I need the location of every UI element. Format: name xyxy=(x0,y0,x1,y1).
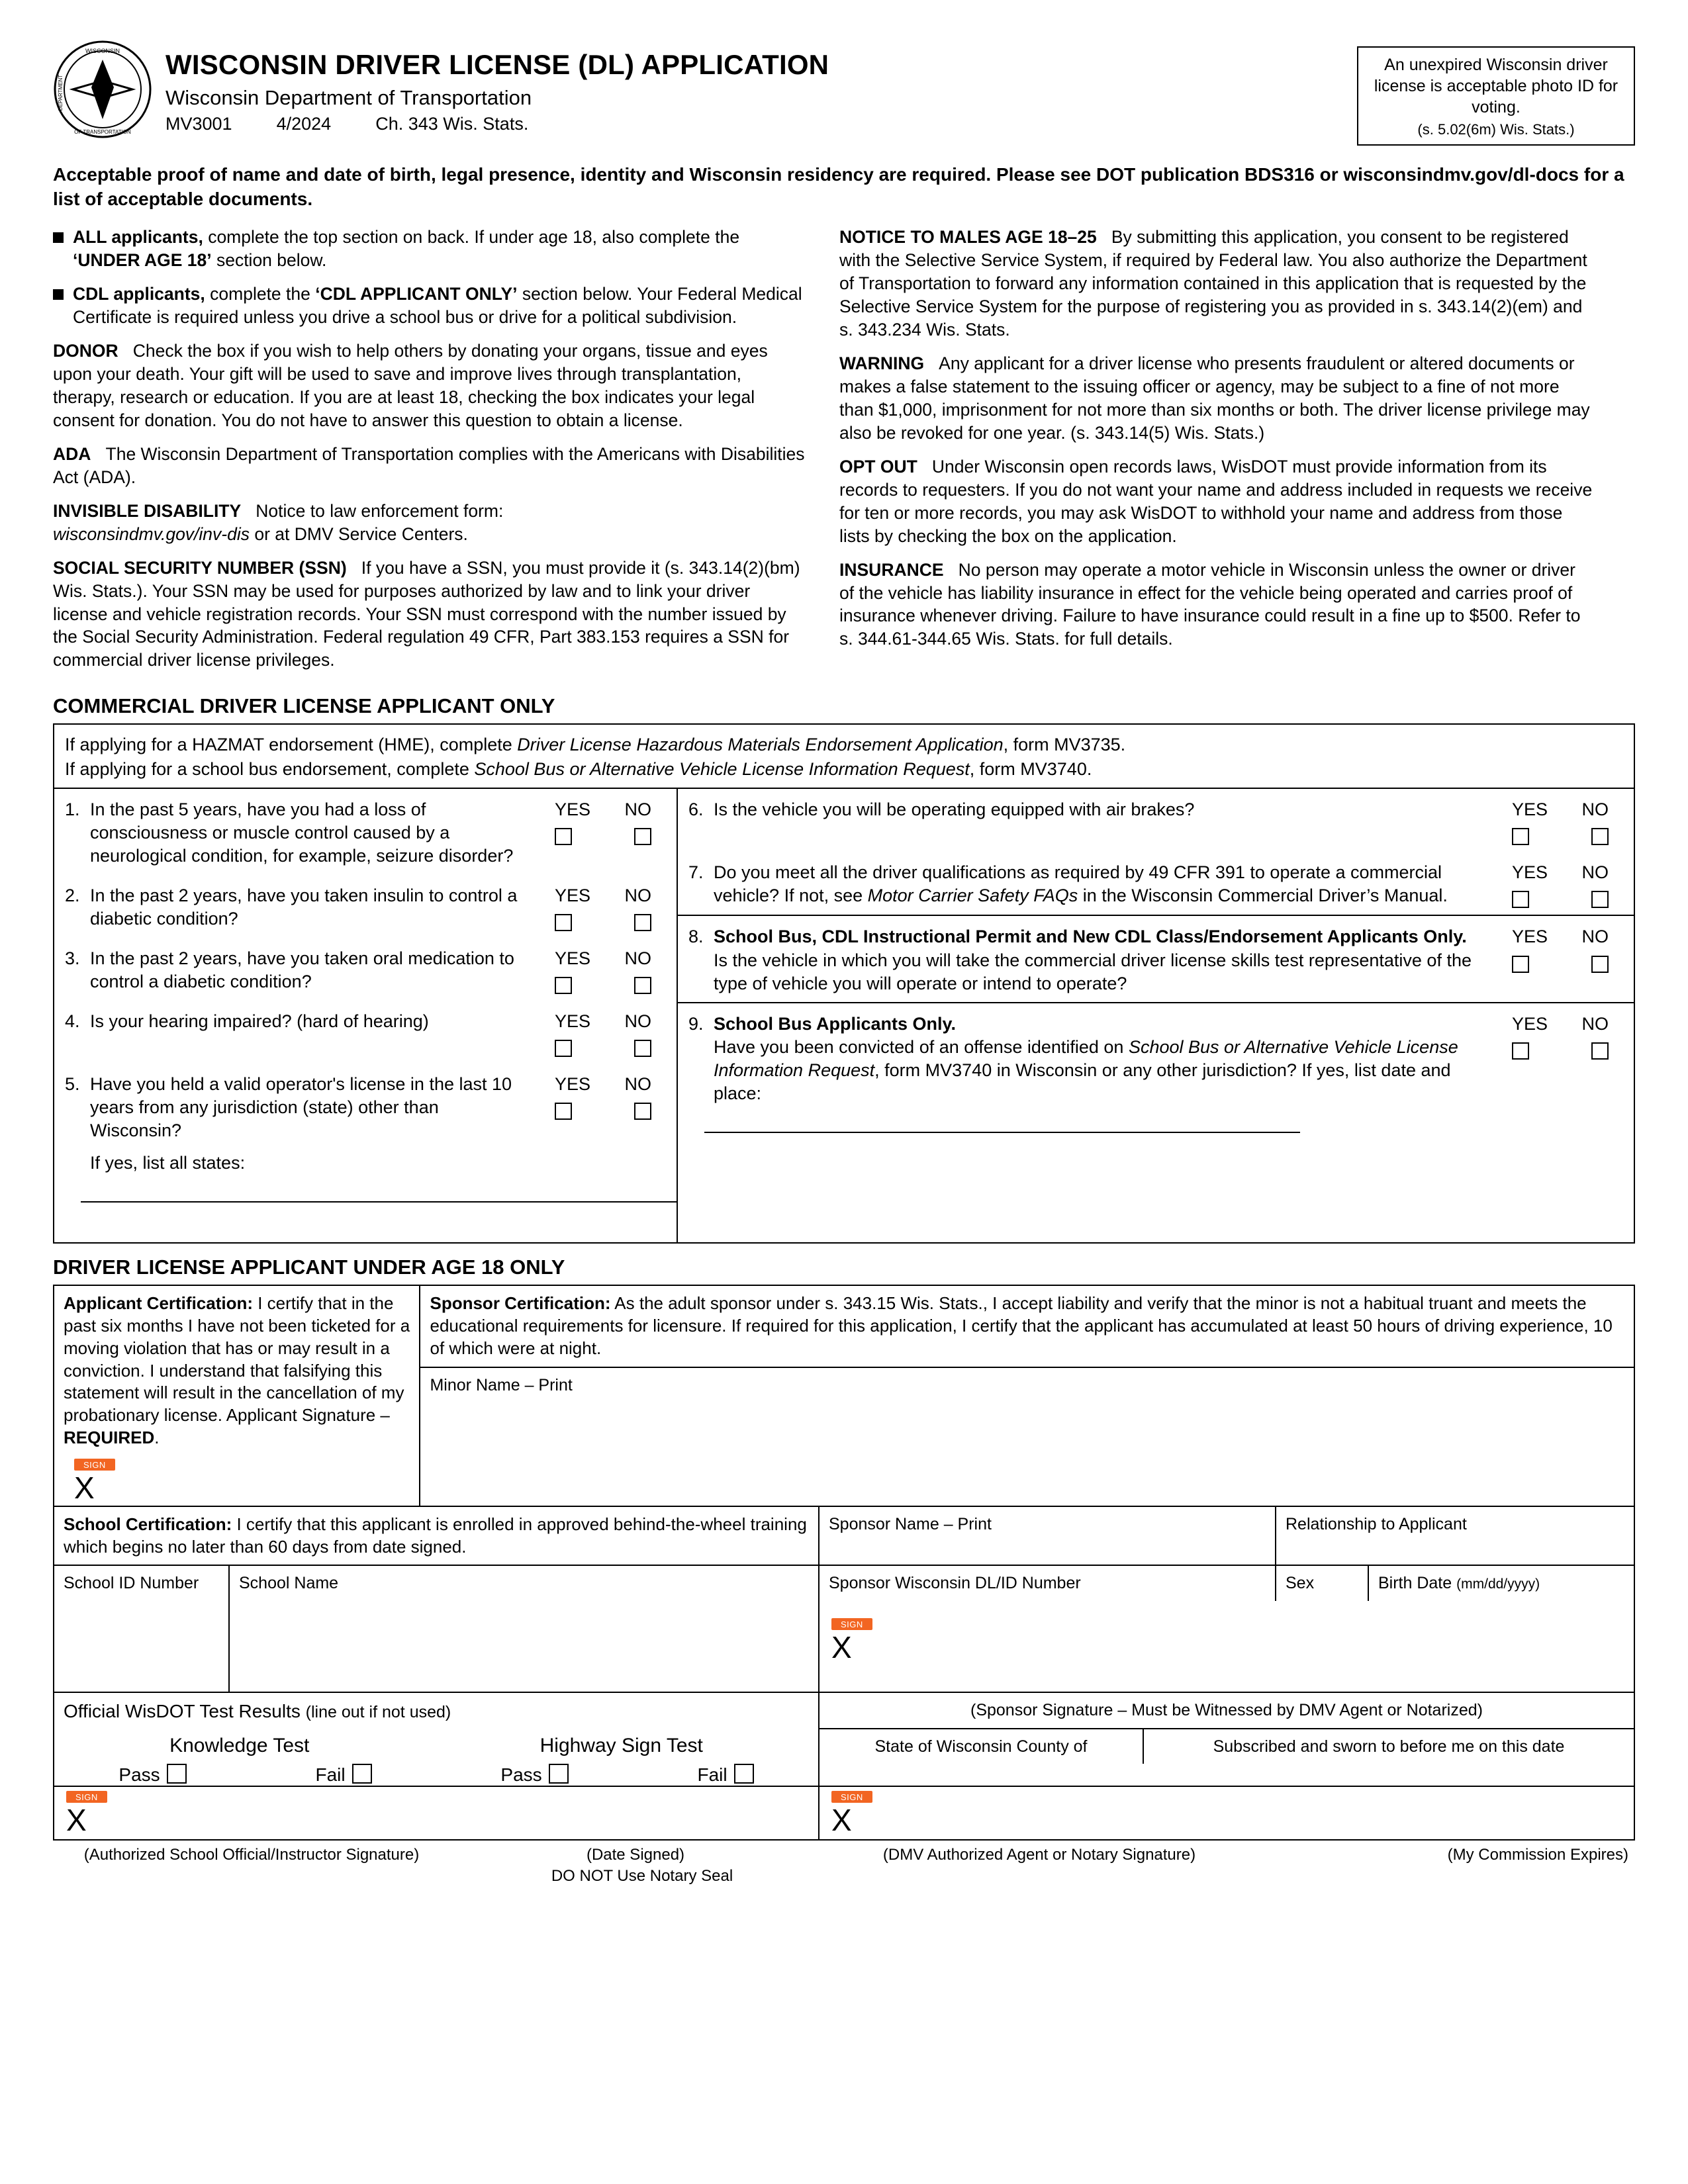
pass-label: Pass xyxy=(118,1764,160,1785)
no-label: NO xyxy=(624,885,651,905)
question-number: 5. xyxy=(65,1073,80,1094)
q2-yes-checkbox[interactable] xyxy=(555,914,572,931)
dmv-agent-sig-label: (DMV Authorized Agent or Notary Signature) xyxy=(882,1845,1196,1864)
warning-text: Any applicant for a driver license who presents fraudulent or altered documents or makes a false statement to the issuing officer or agency, may be subject to a fine of not more than $1,000, imprisonment for not more than six months or both. The driver license privilege may also be revoked for one year. (s. 343.14(5) Wis. Stats.) xyxy=(839,353,1590,443)
schoolbus-note-b: , form MV3740. xyxy=(969,758,1092,779)
applicant-cert-text: I certify that in the past six months I have not been ticketed for a moving violation that has or may result in a conviction. I understand that falsifying this statement will result in the cancellation of my probationary license. Applicant Signature – xyxy=(64,1293,410,1426)
page-header xyxy=(53,40,1635,146)
no-label: NO xyxy=(1581,862,1609,883)
invisible-disability-text: Notice to law enforcement form: xyxy=(256,500,504,521)
form-revision: 4/2024 xyxy=(276,114,332,134)
right-info-column xyxy=(839,226,1594,682)
question-number: 6. xyxy=(688,799,704,820)
insurance-text: No person may operate a motor vehicle in Wisconsin unless the owner or driver of the vehicle has liability insurance in effect for the vehicle being operated and carries proof of insurance whenever driving. Failure to have insurance could result in a fine up to $500. Refer to s. 344.61-344.65 Wis. Stats. for full details. xyxy=(839,559,1581,649)
sign-tag-sponsor: SIGN xyxy=(831,1618,872,1630)
cdl-questions-left xyxy=(54,789,678,1242)
school-name-field[interactable] xyxy=(230,1566,818,1692)
sign-pass xyxy=(500,1764,568,1786)
hazmat-note-a: If applying for a HAZMAT endorsement (HME), complete xyxy=(65,735,518,755)
fail-label: Fail xyxy=(697,1764,727,1785)
sex-label: Sex xyxy=(1286,1574,1315,1593)
cdl-questions-right xyxy=(678,789,1634,1242)
ssn-title: SOCIAL SECURITY NUMBER (SSN) xyxy=(53,557,347,578)
notary-seal-note: DO NOT Use Notary Seal xyxy=(551,1866,733,1885)
question-number: 7. xyxy=(688,862,704,883)
question-block xyxy=(90,1073,540,1175)
school-official-signature-x[interactable]: X xyxy=(66,1802,87,1837)
applicant-cert-text-block xyxy=(54,1286,419,1456)
svg-text:WISCONSIN: WISCONSIN xyxy=(85,48,120,54)
sign-tag-dmv-agent: SIGN xyxy=(831,1791,872,1803)
school-cert-text-block xyxy=(54,1507,818,1565)
voting-id-note xyxy=(1357,46,1635,146)
highway-sign-test-label: Highway Sign Test xyxy=(539,1734,703,1756)
sign-fail xyxy=(697,1764,753,1786)
all-applicants-label: ALL applicants, xyxy=(73,226,203,247)
cdl-question-2 xyxy=(54,875,677,938)
yes-label: YES xyxy=(555,1011,591,1031)
signature-footer-labels xyxy=(53,1846,1635,1864)
warning-paragraph xyxy=(839,352,1594,445)
q8-yes-checkbox[interactable] xyxy=(1512,956,1529,973)
test-results-title: Official WisDOT Test Results xyxy=(64,1701,301,1722)
knowledge-pass-checkbox[interactable] xyxy=(167,1764,187,1784)
question-9-italic: School Bus or Alternative Vehicle License Information Request xyxy=(714,1036,1458,1080)
sign-fail-checkbox[interactable] xyxy=(734,1764,754,1784)
males-notice-text: By submitting this application, you consent to be registered with the Selective Service System, if required by Federal law. You also authorize the Department of Transportation to forward any information contained in this application that is requested by the Selective Service System for the purpose of registering you as provided in s. 343.14(2)(em) and s. 343.234 Wis. Stats. xyxy=(839,226,1587,340)
date-signed-label: (Date Signed) xyxy=(586,1845,685,1864)
all-applicants-text2: section below. xyxy=(211,250,327,270)
school-id-sponsor-dl-row xyxy=(54,1565,1634,1692)
no-label: NO xyxy=(1581,799,1609,820)
school-cert-cell xyxy=(54,1507,820,1565)
question-text: In the past 2 years, have you taken oral medication to control a diabetic condition? xyxy=(90,948,514,991)
county-label: State of Wisconsin County of xyxy=(874,1737,1088,1756)
males-notice-paragraph xyxy=(839,226,1594,341)
yes-no-group xyxy=(1497,925,1623,995)
sign-tag-applicant: SIGN xyxy=(74,1459,115,1471)
sponsor-dl-row xyxy=(820,1566,1634,1601)
under-age-18-label: ‘UNDER AGE 18’ xyxy=(73,250,212,270)
sponsor-dl-field[interactable] xyxy=(820,1566,1276,1601)
question-block xyxy=(714,925,1497,995)
yes-no-group xyxy=(1497,798,1623,845)
birth-date-field[interactable] xyxy=(1369,1566,1634,1601)
invisible-disability-paragraph xyxy=(53,500,808,546)
yes-label: YES xyxy=(1512,927,1548,947)
question-number: 3. xyxy=(65,948,80,968)
yes-label: YES xyxy=(555,885,591,905)
insurance-title: INSURANCE xyxy=(839,559,944,580)
school-cert-title: School Certification: xyxy=(64,1514,232,1534)
cdl-questions-grid xyxy=(54,788,1634,1242)
question-text-2: , form MV3740 in Wisconsin or any other jurisdiction? If yes, list date and place: xyxy=(714,1060,1451,1104)
question-block xyxy=(714,1013,1497,1105)
cdl-question-3 xyxy=(54,938,677,1001)
q7-yes-checkbox[interactable] xyxy=(1512,891,1529,908)
ada-text: The Wisconsin Department of Transportation complies with the Americans with Disabilities Act (ADA). xyxy=(53,443,805,487)
invisible-disability-link: wisconsindmv.gov/inv-dis xyxy=(53,523,250,544)
warning-title: WARNING xyxy=(839,353,925,373)
sworn-label: Subscribed and sworn to before me on this date xyxy=(1213,1737,1565,1756)
sponsor-name-row xyxy=(820,1507,1634,1565)
invisible-disability-title: INVISIBLE DISABILITY xyxy=(53,500,242,521)
no-label: NO xyxy=(624,1073,651,1094)
yes-label: YES xyxy=(555,1073,591,1094)
bullet-all-applicants xyxy=(53,226,808,272)
sponsor-dl-label: Sponsor Wisconsin DL/ID Number xyxy=(829,1574,1081,1593)
q4-no-checkbox[interactable] xyxy=(634,1040,651,1057)
donor-title: DONOR xyxy=(53,340,118,361)
info-columns xyxy=(53,226,1635,682)
birth-date-label: Birth Date xyxy=(1378,1574,1452,1593)
relationship-field[interactable] xyxy=(1276,1507,1634,1565)
question-5-extra: If yes, list all states: xyxy=(90,1153,246,1173)
question-text: Is the vehicle in which you will take the commercial driver license skills test representative of the type of vehicle you will operate or intend to operate? xyxy=(714,950,1472,993)
question-9-bold: School Bus Applicants Only. xyxy=(714,1013,957,1034)
applicant-cert-title: Applicant Certification: xyxy=(64,1293,254,1314)
cdl-section-heading: COMMERCIAL DRIVER LICENSE APPLICANT ONLY xyxy=(53,694,555,718)
sponsor-cert-text-block xyxy=(420,1286,1634,1366)
schoolbus-note-a: If applying for a school bus endorsement, complete xyxy=(65,758,475,779)
sponsor-cert-cell xyxy=(420,1286,1634,1506)
form-statute: Ch. 343 Wis. Stats. xyxy=(375,114,529,134)
question-text: Is your hearing impaired? (hard of hearing) xyxy=(90,1011,429,1031)
q3-yes-checkbox[interactable] xyxy=(555,977,572,994)
ada-paragraph xyxy=(53,443,808,489)
applicant-signature-x[interactable]: X xyxy=(74,1470,95,1505)
q8-no-checkbox[interactable] xyxy=(1591,956,1609,973)
knowledge-fail-checkbox[interactable] xyxy=(352,1764,372,1784)
sponsor-dl-block xyxy=(820,1566,1634,1692)
applicant-cert-period: . xyxy=(154,1428,160,1447)
q7-no-checkbox[interactable] xyxy=(1591,891,1609,908)
cdl-endorsement-note xyxy=(54,725,1634,788)
q9-no-checkbox[interactable] xyxy=(1591,1042,1609,1060)
sponsor-sig-note: (Sponsor Signature – Must be Witnessed by DMV Agent or Notarized) xyxy=(970,1701,1483,1720)
county-sworn-row xyxy=(820,1728,1634,1764)
commission-expires-label: (My Commission Expires) xyxy=(1447,1845,1628,1864)
bullet-cdl-applicants xyxy=(53,283,808,329)
no-label: NO xyxy=(624,799,651,820)
certification-row xyxy=(54,1286,1634,1506)
title-block xyxy=(165,40,1344,134)
cdl-question-9 xyxy=(678,1003,1634,1112)
knowledge-pass xyxy=(118,1764,186,1786)
bullet-square-icon xyxy=(53,289,64,300)
cdl-question-1 xyxy=(54,789,677,874)
left-info-column xyxy=(53,226,808,682)
question-block xyxy=(714,861,1497,908)
relationship-label: Relationship to Applicant xyxy=(1286,1514,1467,1533)
under18-section-heading: DRIVER LICENSE APPLICANT UNDER AGE 18 ONLY xyxy=(53,1255,565,1279)
svg-text:OF TRANSPORTATION: OF TRANSPORTATION xyxy=(74,129,131,135)
question-number: 4. xyxy=(65,1011,80,1031)
yes-label: YES xyxy=(1512,799,1548,820)
sponsor-cert-text: As the adult sponsor under s. 343.15 Wis. Stats., I accept liability and verify that the minor is not a habitual truant and meets the educational requirements for licensure. If required for this application, I certify that the applicant has accumulated at least 50 hours of driving experience, 10 of which were at night. xyxy=(430,1293,1613,1358)
donor-paragraph xyxy=(53,340,808,432)
applicant-cert-required: REQUIRED xyxy=(64,1428,155,1447)
cdl-only-label: ‘CDL APPLICANT ONLY’ xyxy=(315,283,518,304)
test-results-header xyxy=(54,1693,818,1730)
males-notice-title: NOTICE TO MALES AGE 18–25 xyxy=(839,226,1097,247)
bullet-square-icon xyxy=(53,232,64,243)
yes-no-group xyxy=(540,798,666,868)
yes-no-group xyxy=(1497,861,1623,908)
minor-name-field[interactable] xyxy=(420,1367,1634,1424)
question-text: In the past 5 years, have you had a loss of consciousness or muscle control caused by a neurological condition, for example, seizure disorder? xyxy=(90,799,514,866)
test-names-row xyxy=(54,1735,818,1757)
knowledge-fail xyxy=(315,1764,371,1786)
svg-text:DEPARTMENT: DEPARTMENT xyxy=(58,74,64,111)
school-cert-text: I certify that this applicant is enrolled in approved behind-the-wheel training which begins no later than 60 days from date signed. xyxy=(64,1514,807,1557)
sex-field[interactable] xyxy=(1276,1566,1369,1601)
question-text: In the past 2 years, have you taken insulin to control a diabetic condition? xyxy=(90,885,518,929)
intro-text: Acceptable proof of name and date of birth, legal presence, identity and Wisconsin residency are required. Please see DOT publication BDS316 or wisconsindmv.gov/dl-docs for a list of acceptable documents. xyxy=(53,164,1624,209)
yes-label: YES xyxy=(1512,1013,1548,1034)
sponsor-name-field[interactable] xyxy=(820,1507,1276,1565)
voting-note-text: An unexpired Wisconsin driver license is acceptable photo ID for voting. xyxy=(1374,56,1618,116)
yes-no-group xyxy=(540,947,666,994)
question-number: 2. xyxy=(65,885,80,905)
test-results-note: (line out if not used) xyxy=(305,1703,451,1722)
question-text: Is the vehicle you will be operating equipped with air brakes? xyxy=(714,799,1195,820)
no-label: NO xyxy=(1581,1013,1609,1034)
yes-no-group xyxy=(540,884,666,931)
county-field[interactable] xyxy=(820,1729,1144,1764)
sworn-date-field[interactable] xyxy=(1144,1729,1634,1764)
school-official-sig-label: (Authorized School Official/Instructor Signature) xyxy=(83,1845,420,1864)
yes-no-group xyxy=(1497,1013,1623,1105)
minor-name-label: Minor Name – Print xyxy=(430,1375,573,1394)
hazmat-form-title: Driver License Hazardous Materials Endorsement Application xyxy=(517,735,1004,755)
yes-no-group xyxy=(540,1010,666,1057)
question-number: 1. xyxy=(65,799,80,820)
no-label: NO xyxy=(624,948,651,968)
test-results-row xyxy=(54,1692,1634,1785)
optout-text: Under Wisconsin open records laws, WisDOT must provide information from its records to requesters. If you do not want your name and address included in requests we receive for ten or more records, you may ask WisDOT to withhold your name and address from those lists by checking the box on the application. xyxy=(839,456,1593,546)
question-text-2: in the Wisconsin Commercial Driver’s Manual. xyxy=(1078,886,1448,906)
voting-note-cite: (s. 5.02(6m) Wis. Stats.) xyxy=(1417,121,1575,138)
test-results-cell xyxy=(54,1693,820,1785)
sponsor-cert-title: Sponsor Certification: xyxy=(430,1293,611,1314)
page-title: WISCONSIN DRIVER LICENSE (DL) APPLICATION xyxy=(165,49,829,80)
q3-no-checkbox[interactable] xyxy=(634,977,651,994)
form-number: MV3001 xyxy=(165,114,232,134)
fail-label: Fail xyxy=(315,1764,346,1785)
optout-title: OPT OUT xyxy=(839,456,917,477)
no-label: NO xyxy=(624,1011,651,1031)
cdl-question-8 xyxy=(678,916,1634,1001)
q6-yes-checkbox[interactable] xyxy=(1512,828,1529,845)
yes-label: YES xyxy=(555,948,591,968)
question-number: 9. xyxy=(688,1013,704,1034)
insurance-paragraph xyxy=(839,559,1594,651)
form-meta xyxy=(165,114,1344,134)
dmv-agent-sign-cell xyxy=(820,1787,1634,1839)
cdl-applicants-text: complete the xyxy=(205,283,316,304)
school-info-row xyxy=(54,1566,820,1692)
question-text: Have you held a valid operator's license in the last 10 years from any jurisdiction (state) other than Wisconsin? xyxy=(90,1073,512,1141)
school-name-label: School Name xyxy=(239,1574,339,1593)
dmv-agent-signature-x[interactable]: X xyxy=(831,1802,852,1837)
pass-fail-row xyxy=(54,1764,818,1786)
cdl-section-box xyxy=(53,723,1635,1244)
q1-yes-checkbox[interactable] xyxy=(555,828,572,845)
yes-label: YES xyxy=(555,799,591,820)
q5-no-checkbox[interactable] xyxy=(634,1103,651,1120)
question-7-italic: Motor Carrier Safety FAQs xyxy=(867,886,1078,906)
school-sponsor-row xyxy=(54,1506,1634,1565)
all-applicants-text: complete the top section on back. If under age 18, also complete the xyxy=(203,226,740,247)
cdl-applicants-text2: section below. Your Federal Medical Certificate is required unless you drive a school bus or drive for a political subdivision. xyxy=(73,283,802,327)
q5-yes-checkbox[interactable] xyxy=(555,1103,572,1120)
applicant-cert-cell xyxy=(54,1286,420,1506)
q4-yes-checkbox[interactable] xyxy=(555,1040,572,1057)
donor-text: Check the box if you wish to help others by donating your organs, tissue and eyes upon your death. Your gift will be used to save and improve lives through transplantation, therapy, research or education. If you are at least 18, checking the box indicates your legal consent for donation. You do not have to answer this question to obtain a license. xyxy=(53,340,768,430)
cdl-question-4 xyxy=(54,1001,677,1064)
q1-no-checkbox[interactable] xyxy=(634,828,651,845)
knowledge-test-label: Knowledge Test xyxy=(169,1734,310,1756)
school-id-field[interactable] xyxy=(54,1566,230,1692)
yes-label: YES xyxy=(1512,862,1548,883)
department-name: Wisconsin Department of Transportation xyxy=(165,86,532,109)
hazmat-note-b: , form MV3735. xyxy=(1003,735,1126,755)
ssn-paragraph xyxy=(53,557,808,672)
wisdot-logo-icon xyxy=(53,40,152,139)
question-text: Have you been convicted of an offense identified on xyxy=(714,1036,1129,1057)
no-label: NO xyxy=(1581,927,1609,947)
invisible-disability-text2: or at DMV Service Centers. xyxy=(250,523,468,544)
sign-pass-checkbox[interactable] xyxy=(549,1764,569,1784)
cdl-question-6 xyxy=(678,789,1634,852)
schoolbus-form-title: School Bus or Alternative Vehicle License Information Request xyxy=(474,758,970,779)
school-id-label: School ID Number xyxy=(64,1574,199,1593)
q6-no-checkbox[interactable] xyxy=(1591,828,1609,845)
yes-no-group xyxy=(540,1073,666,1175)
q2-no-checkbox[interactable] xyxy=(634,914,651,931)
sign-tag-school-official: SIGN xyxy=(66,1791,107,1803)
sponsor-signature-x[interactable]: X xyxy=(831,1629,852,1664)
pass-label: Pass xyxy=(500,1764,542,1785)
q9-yes-checkbox[interactable] xyxy=(1512,1042,1529,1060)
cdl-question-5 xyxy=(54,1064,677,1181)
signature-row xyxy=(54,1786,1634,1839)
cdl-question-7 xyxy=(678,852,1634,915)
notary-cell xyxy=(820,1693,1634,1785)
cdl-applicants-label: CDL applicants, xyxy=(73,283,205,304)
ssn-text: If you have a SSN, you must provide it (s. 343.14(2)(bm) Wis. Stats.). Your SSN may be used for purposes authorized by law and to link your driver license and vehicle registration records. Your SSN must correspond with the number issued by the Social Security Administration. Federal regulation 49 CFR, Part 383.153 requires a SSN for commercial driver license privileges. xyxy=(53,557,800,670)
question-8-bold: School Bus, CDL Instructional Permit and New CDL Class/Endorsement Applicants Only. xyxy=(714,927,1467,947)
school-official-sign-cell xyxy=(54,1787,820,1839)
optout-paragraph xyxy=(839,455,1594,548)
birth-date-format: (mm/dd/yyyy) xyxy=(1456,1576,1540,1592)
ada-title: ADA xyxy=(53,443,91,464)
question-number: 8. xyxy=(688,927,704,947)
under18-box xyxy=(53,1285,1635,1841)
sponsor-name-label: Sponsor Name – Print xyxy=(829,1514,992,1533)
question-text: Do you meet all the driver qualifications as required by 49 CFR 391 to operate a commercial vehicle? If not, see xyxy=(714,862,1442,906)
